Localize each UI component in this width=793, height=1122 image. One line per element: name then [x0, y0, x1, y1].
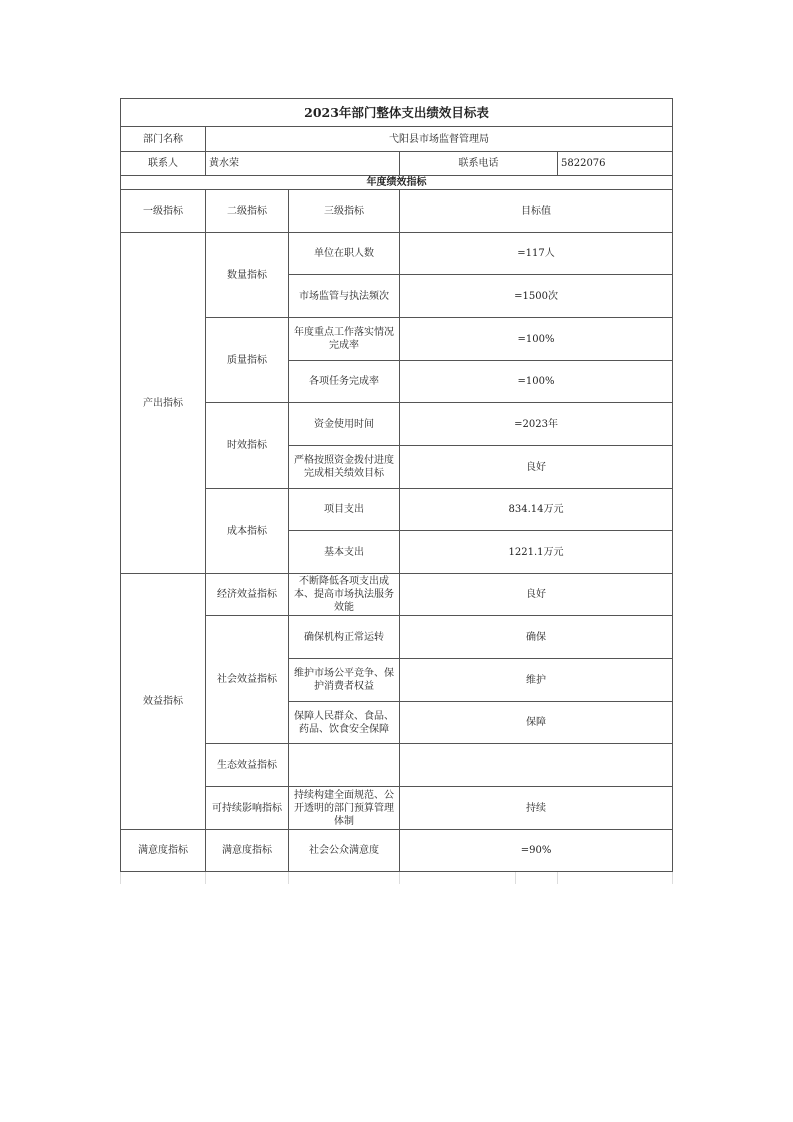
trailing-cell [400, 872, 516, 884]
indicator-target: 持续 [400, 787, 673, 830]
indicator-name: 单位在职人数 [289, 233, 400, 275]
table-title: 2023年部门整体支出绩效目标表 [121, 99, 673, 127]
indicator-target: 良好 [400, 574, 673, 616]
quantity-indicator-label: 数量指标 [206, 233, 289, 318]
indicator-target: 834.14万元 [400, 489, 673, 531]
phone-value: 5822076 [558, 152, 673, 176]
dept-name-label: 部门名称 [121, 127, 206, 152]
indicator-name: 社会公众满意度 [289, 830, 400, 872]
satisfaction-indicator-label: 满意度指标 [121, 830, 206, 872]
header-target: 目标值 [400, 190, 673, 233]
indicator-target: 维护 [400, 659, 673, 702]
header-level2: 二级指标 [206, 190, 289, 233]
indicator-target-empty [400, 744, 673, 787]
indicator-name: 资金使用时间 [289, 403, 400, 446]
indicator-target: =100% [400, 318, 673, 361]
indicator-target: 确保 [400, 616, 673, 659]
indicator-target: =90% [400, 830, 673, 872]
output-indicator-label: 产出指标 [121, 233, 206, 574]
performance-target-table [120, 98, 673, 884]
indicator-name: 基本支出 [289, 531, 400, 574]
indicator-target: =1500次 [400, 275, 673, 318]
indicator-target: =2023年 [400, 403, 673, 446]
header-level1: 一级指标 [121, 190, 206, 233]
trailing-cell [289, 872, 400, 884]
economic-indicator-label: 经济效益指标 [206, 574, 289, 616]
indicator-name: 项目支出 [289, 489, 400, 531]
satisfaction-sub-label: 满意度指标 [206, 830, 289, 872]
cost-indicator-label: 成本指标 [206, 489, 289, 574]
contact-value: 黄水荣 [206, 152, 400, 176]
social-indicator-label: 社会效益指标 [206, 616, 289, 744]
indicator-name: 保障人民群众、食品、药品、饮食安全保障 [289, 702, 400, 744]
indicator-name-empty [289, 744, 400, 787]
indicator-name: 严格按照资金拨付进度完成相关绩效目标 [289, 446, 400, 489]
sustainable-indicator-label: 可持续影响指标 [206, 787, 289, 830]
trailing-cell [558, 872, 673, 884]
indicator-target: 1221.1万元 [400, 531, 673, 574]
indicator-target: =117人 [400, 233, 673, 275]
indicator-target: =100% [400, 361, 673, 403]
trailing-cell [206, 872, 289, 884]
indicator-name: 市场监管与执法频次 [289, 275, 400, 318]
header-level3: 三级指标 [289, 190, 400, 233]
benefit-indicator-label: 效益指标 [121, 574, 206, 830]
indicator-name: 持续构建全面规范、公开透明的部门预算管理体制 [289, 787, 400, 830]
indicator-target: 保障 [400, 702, 673, 744]
contact-label: 联系人 [121, 152, 206, 176]
dept-name-value: 弋阳县市场监督管理局 [206, 127, 673, 152]
indicator-target: 良好 [400, 446, 673, 489]
phone-label: 联系电话 [400, 152, 558, 176]
section-title: 年度绩效指标 [121, 176, 673, 190]
timeliness-indicator-label: 时效指标 [206, 403, 289, 489]
indicator-name: 年度重点工作落实情况完成率 [289, 318, 400, 361]
indicator-name: 不断降低各项支出成本、提高市场执法服务效能 [289, 574, 400, 616]
indicator-name: 确保机构正常运转 [289, 616, 400, 659]
indicator-name: 维护市场公平竞争、保护消费者权益 [289, 659, 400, 702]
trailing-cell [121, 872, 206, 884]
quality-indicator-label: 质量指标 [206, 318, 289, 403]
ecological-indicator-label: 生态效益指标 [206, 744, 289, 787]
trailing-cell [516, 872, 558, 884]
indicator-name: 各项任务完成率 [289, 361, 400, 403]
